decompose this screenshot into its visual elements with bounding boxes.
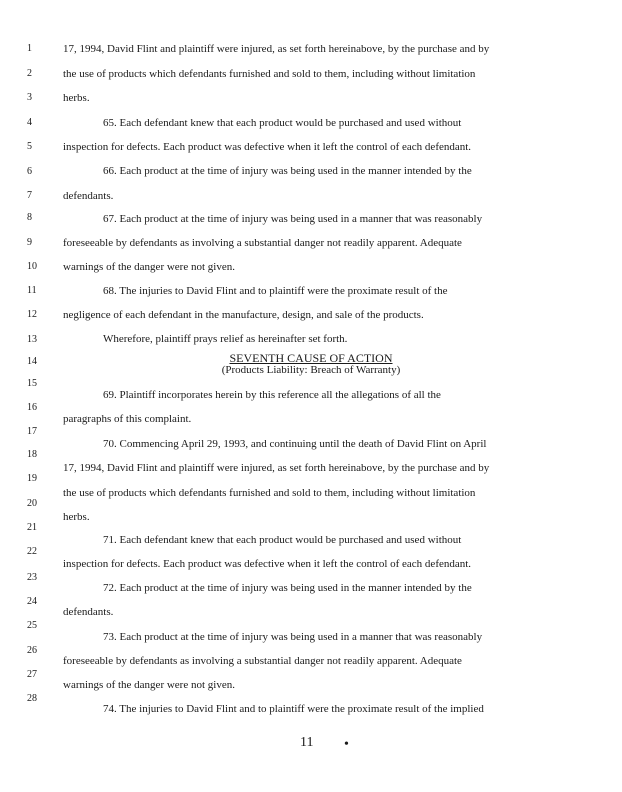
line-number: 12 [27,309,37,320]
body-line: 71. Each defendant knew that each product would be purchased and used without [103,534,462,546]
line-number: 23 [27,572,37,583]
page-mark: • [344,737,349,752]
body-line: 73. Each product at the time of injury was being used in a manner that was reasonably [103,631,483,643]
line-number: 9 [27,237,32,248]
line-number: 26 [27,645,37,656]
line-number: 17 [27,426,37,437]
body-line: warnings of the danger were not given. [63,261,235,273]
line-number: 2 [27,68,32,79]
line-number: 27 [27,669,37,680]
line-number: 24 [27,596,37,607]
line-number: 3 [27,92,32,103]
body-line: 72. Each product at the time of injury was being used in the manner intended by the [103,582,472,594]
body-line: herbs. [63,92,90,104]
line-number: 25 [27,620,37,631]
body-line: 17, 1994, David Flint and plaintiff were injured, as set forth hereinabove, by the purchase and by [63,43,490,55]
line-number: 5 [27,141,32,152]
body-line: defendants. [63,190,114,202]
line-number: 28 [27,693,37,704]
body-line: foreseeable by defendants as involving a substantial danger not readily apparent. Adequate [63,655,462,667]
line-number: 16 [27,402,37,413]
line-number: 1 [27,43,32,54]
body-line: 69. Plaintiff incorporates herein by this reference all the allegations of all the [103,389,441,401]
line-number: 4 [27,117,32,128]
line-number: 10 [27,261,37,272]
body-line: 17, 1994, David Flint and plaintiff were injured, as set forth hereinabove, by the purchase and by [63,462,490,474]
body-line: the use of products which defendants furnished and sold to them, including without limitation [63,487,476,499]
body-line: inspection for defects. Each product was defective when it left the control of each defendant. [63,558,472,570]
line-number: 11 [27,285,37,296]
page-number: 11 [300,735,314,750]
body-line: 70. Commencing April 29, 1993, and continuing until the death of David Flint on April [103,438,487,450]
line-number: 18 [27,449,37,460]
body-line: foreseeable by defendants as involving a substantial danger not readily apparent. Adequate [63,237,462,249]
body-line: inspection for defects. Each product was defective when it left the control of each defendant. [63,141,472,153]
body-line: 65. Each defendant knew that each product would be purchased and used without [103,117,462,129]
line-number: 6 [27,166,32,177]
body-line: 74. The injuries to David Flint and to plaintiff were the proximate result of the implied [103,703,484,715]
line-number: 19 [27,473,37,484]
body-line: 68. The injuries to David Flint and to plaintiff were the proximate result of the [103,285,448,297]
body-line: warnings of the danger were not given. [63,679,235,691]
body-line: paragraphs of this complaint. [63,413,192,425]
line-number: 13 [27,334,37,345]
body-line: defendants. [63,606,114,618]
body-line: the use of products which defendants furnished and sold to them, including without limitation [63,68,476,80]
body-line: herbs. [63,511,90,523]
line-number: 7 [27,190,32,201]
section-subtitle: (Products Liability: Breach of Warranty) [221,364,401,376]
body-line: negligence of each defendant in the manufacture, design, and sale of the products. [63,309,424,321]
line-number: 14 [27,356,37,367]
line-number: 8 [27,212,32,223]
body-line: 66. Each product at the time of injury was being used in the manner intended by the [103,165,472,177]
line-number: 20 [27,498,37,509]
line-number: 22 [27,546,37,557]
section-title: SEVENTH CAUSE OF ACTION [229,351,393,365]
body-line: Wherefore, plaintiff prays relief as hereinafter set forth. [103,333,348,345]
line-number: 15 [27,378,37,389]
body-line: 67. Each product at the time of injury was being used in a manner that was reasonably [103,213,483,225]
line-number: 21 [27,522,37,533]
